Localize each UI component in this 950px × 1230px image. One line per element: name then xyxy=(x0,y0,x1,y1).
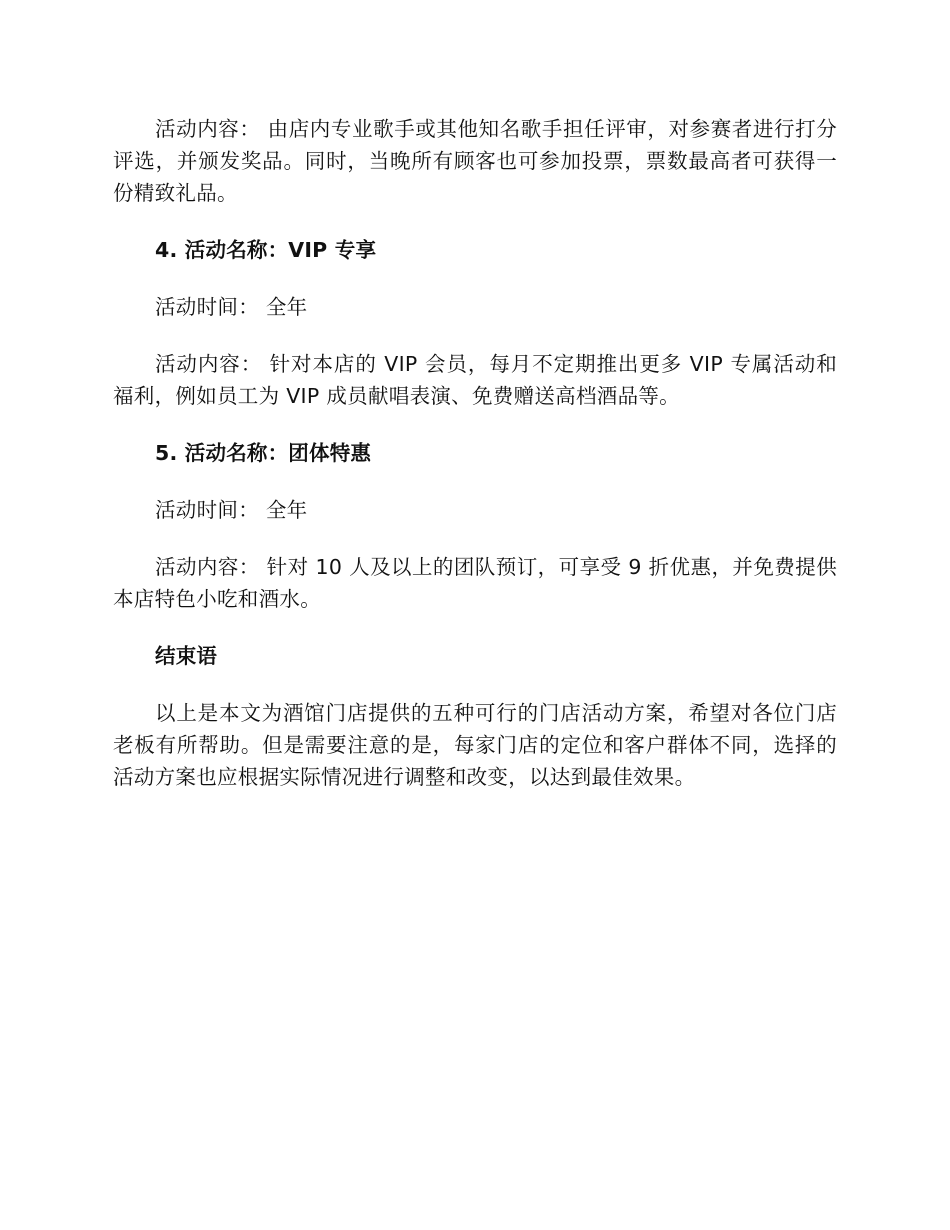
paragraph-contest-content: 活动内容： 由店内专业歌手或其他知名歌手担任评审，对参赛者进行打分评选，并颁发奖品。同时，当晚所有顾客也可参加投票，票数最高者可获得一份精致礼品。 xyxy=(113,117,837,205)
heading-conclusion: 结束语 xyxy=(155,644,218,668)
paragraph-conclusion: 以上是本文为酒馆门店提供的五种可行的门店活动方案，希望对各位门店老板有所帮助。但是需要注意的是，每家门店的定位和客户群体不同，选择的活动方案也应根据实际情况进行调整和改变，以达到最佳效果。 xyxy=(113,701,837,789)
paragraph-activity-5-content: 活动内容： 针对 10 人及以上的团队预订，可享受 9 折优惠，并免费提供本店特色小吃和酒水。 xyxy=(113,555,837,611)
heading-activity-4: 4. 活动名称：VIP 专享 xyxy=(155,238,377,262)
paragraph-activity-4-time: 活动时间： 全年 xyxy=(155,295,308,319)
heading-activity-5: 5. 活动名称：团体特惠 xyxy=(155,441,372,465)
document-page xyxy=(113,113,837,793)
paragraph-activity-4-content: 活动内容： 针对本店的 VIP 会员，每月不定期推出更多 VIP 专属活动和福利，例如员工为 VIP 成员献唱表演、免费赠送高档酒品等。 xyxy=(113,352,837,408)
paragraph-activity-5-time: 活动时间： 全年 xyxy=(155,498,308,522)
